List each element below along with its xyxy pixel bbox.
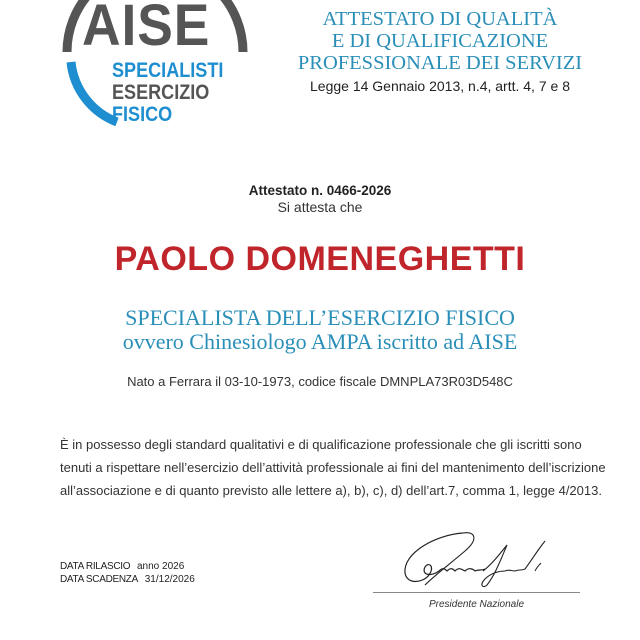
role-subtitle: ovvero Chinesiologo AMPA iscritto ad AISE (122, 329, 518, 354)
expiry-date-value: 31/12/2026 (144, 574, 195, 585)
issue-date-row (60, 560, 195, 573)
logo-line-specialisti: SPECIALISTI (112, 59, 224, 82)
birth-info: Nato a Ferrara il 03-10-1973, codice fiscale DMNPLA73R03D548C (127, 374, 513, 389)
issue-date-label: DATA RILASCIO (60, 561, 131, 572)
expiry-date-row (60, 573, 195, 586)
certificate-number: Attestato n. 0466-2026 (248, 183, 392, 198)
law-reference: Legge 14 Gennaio 2013, n.4, artt. 4, 7 e 8 (310, 78, 570, 94)
certificate-dates (60, 560, 195, 586)
aise-logo (55, 0, 255, 130)
signature-line (373, 592, 580, 593)
role-title: SPECIALISTA DELL’ESERCIZIO FISICO (125, 305, 515, 330)
body-line: all’associazione e di quanto previsto alle lettere a), b), c), d) dell’art.7, comma 1, legge 4/2013. (60, 483, 602, 498)
logo-acronym: AISE (82, 0, 211, 58)
signature-icon (395, 525, 565, 595)
body-line: È in possesso degli standard qualitativi e di qualificazione professionale che gli iscritti sono (60, 437, 582, 452)
certificate-intro: Si attesta che (277, 199, 363, 215)
signatory-role: Presidente Nazionale (428, 599, 525, 610)
header-title-line: PROFESSIONALE DEI SERVIZI (297, 52, 583, 74)
certificate-header-title (285, 8, 595, 74)
expiry-date-label: DATA SCADENZA (60, 574, 138, 585)
holder-name: PAOLO DOMENEGHETTI (114, 240, 526, 278)
body-line: tenuti a rispettare nell’esercizio dell’attività professionale ai fini del mantenimento dell’iscrizione (60, 460, 606, 475)
certificate-body (60, 433, 606, 502)
issue-date-value: anno 2026 (136, 561, 185, 572)
logo-line-esercizio: ESERCIZIO (112, 81, 210, 104)
header-title-line: E DI QUALIFICAZIONE (331, 30, 549, 52)
header-title-line: ATTESTATO DI QUALITÀ (322, 8, 558, 30)
logo-line-fisico: FISICO (112, 103, 173, 126)
